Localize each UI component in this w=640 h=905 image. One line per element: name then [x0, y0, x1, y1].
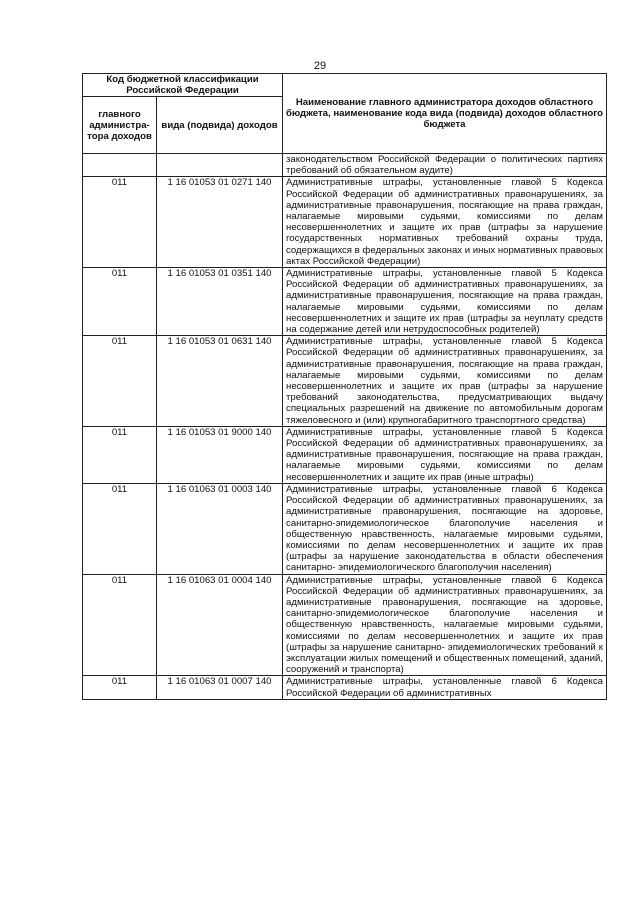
table-row [83, 426, 607, 483]
table-row [83, 483, 607, 574]
budget-classification-table [82, 73, 607, 700]
header-budget-classification-code: Код бюджетной классификации Российской Федерации [83, 74, 283, 97]
table-row [83, 268, 607, 336]
admin-code-cell: 011 [83, 336, 157, 427]
description-cell: Административные штрафы, установленные главой 6 Кодекса Российской Федерации об административных правонарушениях, за административные правонарушения, посягающие на здоровье, санитарно-эпидемиологическое благополучие населения и общественную нравственность, налагаемые мировыми судьями, комиссиями по делам несовершеннолетних и защите их прав (штрафы за нарушение санитарно- эпидемиологических требований к эксплуатации жилых помещений и общественных помещений, зданий, сооружений и транспорта) [283, 574, 607, 676]
admin-code-cell: 011 [83, 483, 157, 574]
description-cell: Административные штрафы, установленные главой 6 Кодекса Российской Федерации об административных правонарушениях, за административные правонарушения, посягающие на здоровье, санитарно-эпидемиологическое благополучие населения и общественную нравственность, налагаемые мировыми судьями, комиссиями по делам несовершеннолетних и защите их прав (штрафы за нарушение законодательства в области обеспечения санитарно- эпидемиологического благополучия населения) [283, 483, 607, 574]
description-cell: Административные штрафы, установленные главой 5 Кодекса Российской Федерации об административных правонарушениях, за административные правонарушения, посягающие на права граждан, налагаемые мировыми судьями, комиссиями по делам несовершеннолетних и защите их прав (штрафы за нарушение государственных нормативных требований охраны труда, содержащихся в федеральных законах и иных нормативных правовых актах Российской Федерации) [283, 177, 607, 268]
description-cell: Административные штрафы, установленные главой 5 Кодекса Российской Федерации об административных правонарушениях, за административные правонарушения, посягающие на права граждан, налагаемые мировыми судьями, комиссиями по делам несовершеннолетних и защите их прав (иные штрафы) [283, 426, 607, 483]
income-code-cell: 1 16 01063 01 0004 140 [157, 574, 283, 676]
header-main-administrator: главного администра-тора доходов [83, 97, 157, 154]
income-code-cell: 1 16 01053 01 9000 140 [157, 426, 283, 483]
page-number: 29 [313, 60, 327, 72]
income-code-cell: 1 16 01053 01 0631 140 [157, 336, 283, 427]
table-row [83, 336, 607, 427]
admin-code-cell: 011 [83, 676, 157, 699]
header-description: Наименование главного администратора доходов областного бюджета, наименование кода вида (подвида) доходов областного бюджета [283, 74, 607, 154]
admin-code-cell: 011 [83, 177, 157, 268]
description-cell: Административные штрафы, установленные главой 5 Кодекса Российской Федерации об административных правонарушениях, за административные правонарушения, посягающие на права граждан, налагаемые мировыми судьями, комиссиями по делам несовершеннолетних и защите их прав (штрафы за неуплату средств на содержание детей или нетрудоспособных родителей) [283, 268, 607, 336]
income-code-cell: 1 16 01053 01 0351 140 [157, 268, 283, 336]
table-row [83, 177, 607, 268]
income-code-cell: 1 16 01063 01 0003 140 [157, 483, 283, 574]
description-cell: законодательством Российской Федерации о политических партиях требований об обязательном аудите) [283, 154, 607, 177]
admin-code-cell: 011 [83, 574, 157, 676]
description-cell: Административные штрафы, установленные главой 6 Кодекса Российской Федерации об административных [283, 676, 607, 699]
description-cell: Административные штрафы, установленные главой 5 Кодекса Российской Федерации об административных правонарушениях, за административные правонарушения, посягающие на права граждан, налагаемые мировыми судьями, комиссиями по делам несовершеннолетних и защите их прав (штрафы за нарушение требований законодательства, предусматривающих выдачу специальных разрешений на движение по автомобильным дорогам тяжеловесного и (или) крупногабаритного транспортного средства) [283, 336, 607, 427]
income-code-cell: 1 16 01053 01 0271 140 [157, 177, 283, 268]
admin-code-cell: 011 [83, 268, 157, 336]
income-code-cell: 1 16 01063 01 0007 140 [157, 676, 283, 699]
admin-code-cell [83, 154, 157, 177]
table-row [83, 154, 607, 177]
header-income-type-code: вида (подвида) доходов [157, 97, 283, 154]
table-row [83, 574, 607, 676]
table-row [83, 676, 607, 699]
admin-code-cell: 011 [83, 426, 157, 483]
income-code-cell [157, 154, 283, 177]
